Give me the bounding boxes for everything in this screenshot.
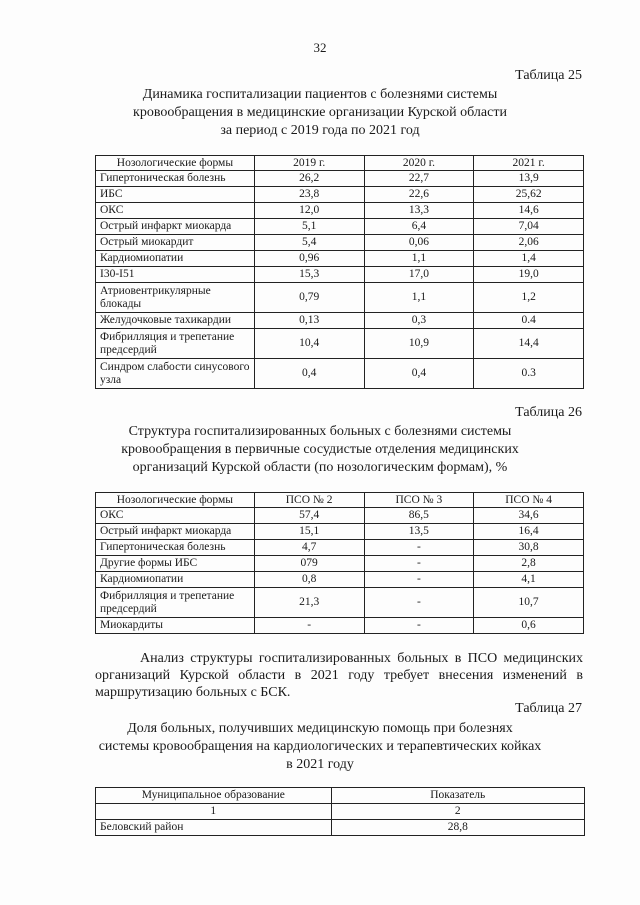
table-row [96,524,584,540]
value-cell: - [364,556,474,572]
table27-header: Муниципальное образование [96,788,332,804]
value-cell: 0,3 [364,313,474,329]
value-cell: 10,4 [254,329,364,359]
value-cell: 19,0 [474,267,584,283]
value-cell: 6,4 [364,219,474,235]
value-cell: 7,04 [474,219,584,235]
value-cell: 4,7 [254,540,364,556]
value-cell: 0,4 [364,359,474,389]
row-label-cell: Синдром слабости синусового узла [96,359,255,389]
table26-header: Нозологические формы [96,493,255,508]
table-row [96,203,584,219]
value-cell: 30,8 [474,540,584,556]
table25-header: 2021 г. [474,156,584,171]
table-row [96,235,584,251]
table-row [96,329,584,359]
table27-column-number: 1 [96,804,332,820]
value-cell: 14,6 [474,203,584,219]
table25-title-line: кровообращения в медицинские организации Курской области [133,105,507,120]
row-label-cell: Кардиомиопатии [96,251,255,267]
value-cell: 15,1 [254,524,364,540]
row-label-cell: Другие формы ИБС [96,556,255,572]
value-cell: 86,5 [364,508,474,524]
row-label-cell: Гипертоническая болезнь [96,540,255,556]
value-cell: - [364,572,474,588]
table-row [96,359,584,389]
row-label-cell: Беловский район [96,820,332,836]
value-cell: 0.3 [474,359,584,389]
table27-header: Показатель [331,788,584,804]
table26 [95,492,584,634]
table-row [96,820,585,836]
value-cell: 2,06 [474,235,584,251]
value-cell: 0,96 [254,251,364,267]
table26-header: ПСО № 3 [364,493,474,508]
value-cell: 57,4 [254,508,364,524]
value-cell: 0,06 [364,235,474,251]
value-cell: 23,8 [254,187,364,203]
table-row [96,508,584,524]
value-cell: 14,4 [474,329,584,359]
value-cell: 15,3 [254,267,364,283]
value-cell: 16,4 [474,524,584,540]
value-cell: 0,6 [474,618,584,634]
row-label-cell: Острый инфаркт миокарда [96,524,255,540]
table25-header: 2019 г. [254,156,364,171]
row-label-cell: Кардиомиопатии [96,572,255,588]
table27-column-number: 2 [331,804,584,820]
table25-header: Нозологические формы [96,156,255,171]
table-row [96,219,584,235]
row-label-cell: Миокардиты [96,618,255,634]
table-row [96,313,584,329]
row-label-cell: Острый миокардит [96,235,255,251]
value-cell: 0,4 [254,359,364,389]
analysis-paragraph-text: Анализ структуры госпитализированных больных в ПСО медицинских организаций Курской области в 2021 году требует внесения изменений в маршрутизацию больных с БСК. [95,651,583,700]
value-cell: 10,7 [474,588,584,618]
row-label-cell: Гипертоническая болезнь [96,171,255,187]
table-row [96,588,584,618]
value-cell: 4,1 [474,572,584,588]
value-cell: 0,79 [254,283,364,313]
table27-title-line: системы кровообращения на кардиологических и терапевтических койках [98,739,542,754]
table25-header: 2020 г. [364,156,474,171]
value-cell: 13,5 [364,524,474,540]
table26-title-line: Структура госпитализированных больных с болезнями системы [128,424,512,439]
value-cell: 1,1 [364,251,474,267]
table-row [96,283,584,313]
table27-title [80,720,560,774]
table26-title-line: кровообращения в первичные сосудистые отделения медицинских [121,442,519,457]
row-label-cell: Острый инфаркт миокарда [96,219,255,235]
table-row [96,556,584,572]
row-label-cell: Атриовентрикулярные блокады [96,283,255,313]
value-cell: - [364,588,474,618]
table26-title [90,423,550,477]
value-cell: 1,2 [474,283,584,313]
table-row [96,618,584,634]
table25 [95,155,584,389]
value-cell: 13,3 [364,203,474,219]
value-cell: 22,7 [364,171,474,187]
table-row [96,187,584,203]
row-label-cell: I30-I51 [96,267,255,283]
table25-title [90,86,550,140]
table25-title-line: за период с 2019 года по 2021 год [220,123,420,138]
table25-label: Таблица 25 [515,68,582,83]
value-cell: - [364,540,474,556]
row-label-cell: ИБС [96,187,255,203]
table-row [96,572,584,588]
value-cell: 26,2 [254,171,364,187]
value-cell: 34,6 [474,508,584,524]
value-cell: 13,9 [474,171,584,187]
table26-title-line: организаций Курской области (по нозологическим формам), % [132,460,508,475]
row-label-cell: Фибрилляция и трепетание предсердий [96,588,255,618]
table26-header: ПСО № 2 [254,493,364,508]
value-cell: 0,8 [254,572,364,588]
table26-label: Таблица 26 [515,405,582,420]
value-cell: 21,3 [254,588,364,618]
value-cell: 10,9 [364,329,474,359]
value-cell: 12,0 [254,203,364,219]
value-cell: 1,4 [474,251,584,267]
table27-label: Таблица 27 [515,701,582,716]
analysis-paragraph [95,650,583,701]
table26-header: ПСО № 4 [474,493,584,508]
table-row [96,267,584,283]
value-cell: 22,6 [364,187,474,203]
value-cell: 0,13 [254,313,364,329]
value-cell: - [364,618,474,634]
table27-title-line: Доля больных, получивших медицинскую помощь при болезнях [127,721,513,736]
value-cell: 25,62 [474,187,584,203]
value-cell: - [254,618,364,634]
row-label-cell: ОКС [96,508,255,524]
table-row [96,171,584,187]
table-row [96,251,584,267]
table27 [95,787,585,836]
value-cell: 5,1 [254,219,364,235]
page-number: 32 [313,40,327,55]
value-cell: 1,1 [364,283,474,313]
row-label-cell: Желудочковые тахикардии [96,313,255,329]
value-cell: 5,4 [254,235,364,251]
row-label-cell: Фибрилляция и трепетание предсердий [96,329,255,359]
value-cell: 079 [254,556,364,572]
value-cell: 28,8 [331,820,584,836]
value-cell: 2,8 [474,556,584,572]
table25-title-line: Динамика госпитализации пациентов с болезнями системы [142,87,498,102]
table27-title-line: в 2021 году [286,757,354,772]
value-cell: 17,0 [364,267,474,283]
table-row [96,540,584,556]
value-cell: 0.4 [474,313,584,329]
row-label-cell: ОКС [96,203,255,219]
